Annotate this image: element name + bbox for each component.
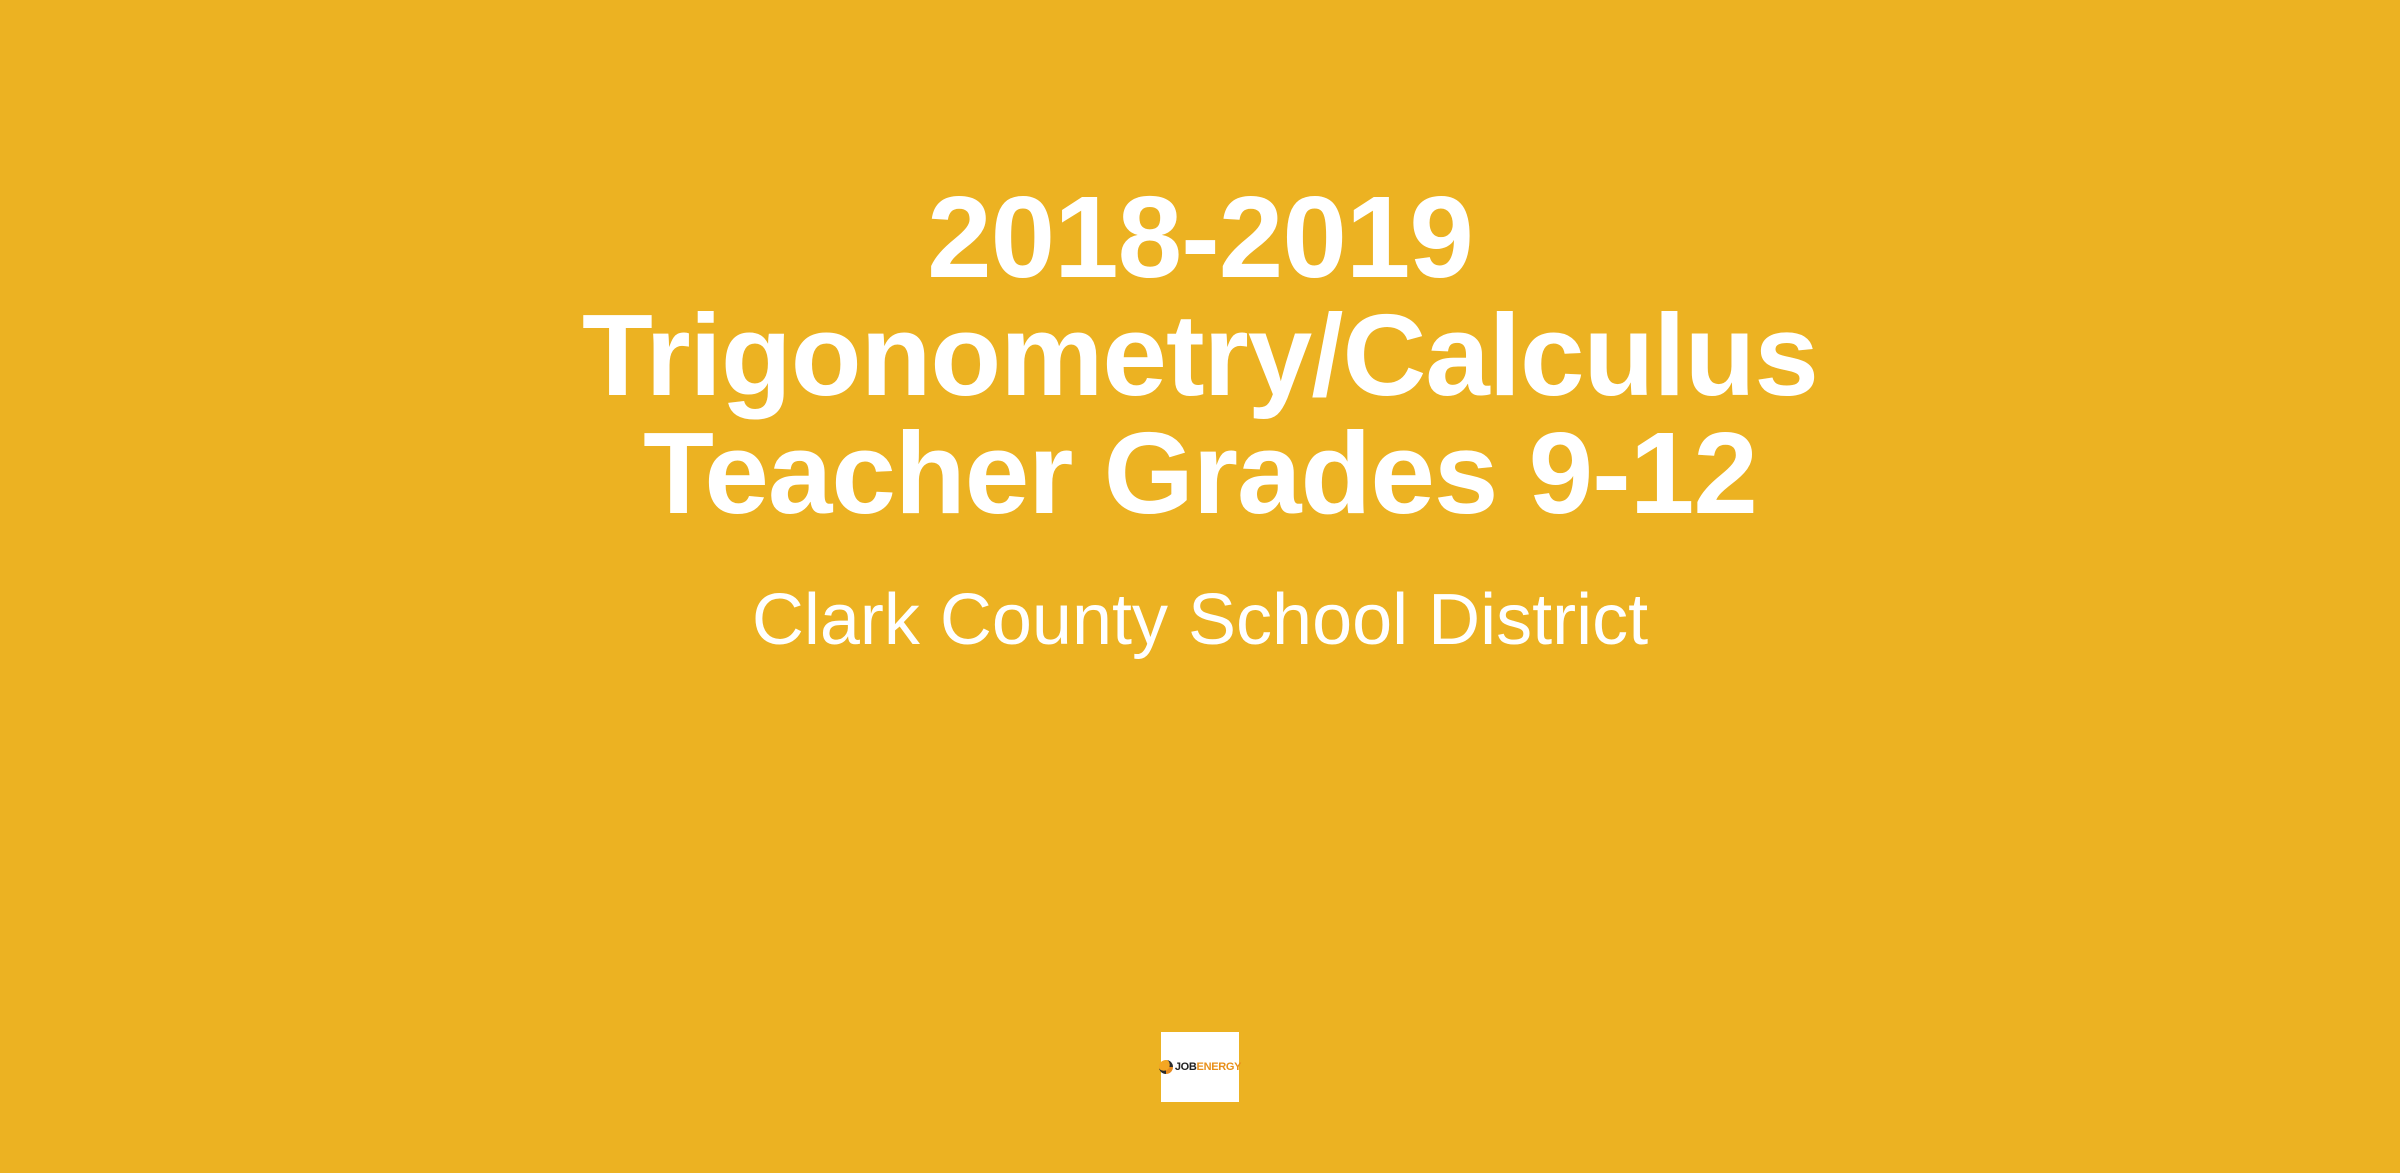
brand-logo bbox=[1161, 1032, 1242, 1102]
organization-name: Clark County School District bbox=[751, 580, 1649, 660]
page-title-line-3: Teacher Grades 9-12 bbox=[643, 408, 1757, 538]
page-title-line-2: Trigonometry/Calculus bbox=[582, 290, 1818, 420]
logo-wordmark bbox=[1175, 1062, 1241, 1073]
logo-word-job: JOB bbox=[1174, 1060, 1197, 1073]
logo-word-energy: ENERGY bbox=[1196, 1060, 1242, 1073]
page-title-line-1: 2018-2019 bbox=[927, 172, 1473, 302]
sun-icon bbox=[1159, 1060, 1173, 1074]
title-block bbox=[0, 172, 2400, 664]
logo-inner bbox=[1159, 1060, 1241, 1074]
